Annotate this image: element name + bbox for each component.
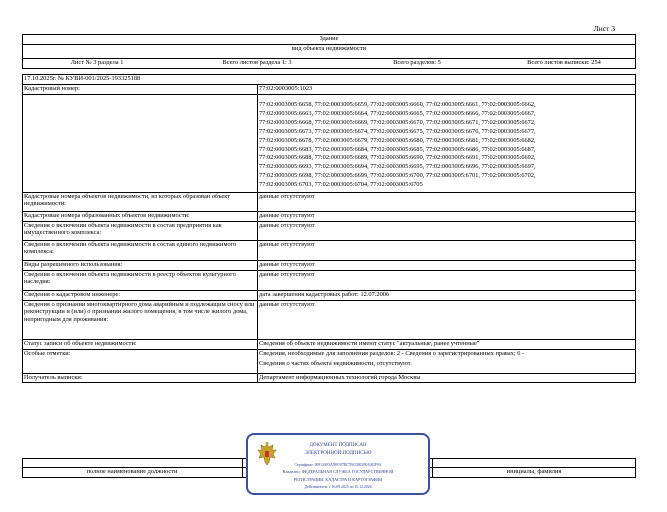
document-subtitle: вид объекта недвижимости (291, 45, 367, 52)
cadastral-numbers-list (257, 101, 637, 192)
complex-inclusion-value: данные отсутствуют (259, 241, 315, 248)
position-label: полное наименование должности (86, 468, 178, 475)
sheet-number: Лист 3 (593, 24, 615, 33)
cadastral-numbers-line: 77:02:0003005:6678, 77:02:0003005:6679, 77:02:0003005:6680, 77:02:0003005:6681, 77:02:0003005:6682, (259, 136, 536, 144)
special-notes-value-line1: Сведения, необходимые для заполнения разделов: 2 - Сведения о зарегистрированных правах; 6 - (259, 350, 525, 357)
recipient-value: Департамент информационных технологий города Москвы (259, 374, 421, 381)
enterprise-inclusion-value: данные отсутствуют (259, 222, 315, 229)
cadastral-engineer-label: Сведения о кадастровом инженере: (24, 291, 121, 298)
formed-objects-label: Кадастровые номера образованных объектов недвижимости: (24, 212, 190, 219)
extract-date-number: 17.10.2025г. № КУВИ-001/2025-193325188 (24, 75, 141, 82)
stamp-owner-line1: Владелец: ФЕДЕРАЛЬНАЯ СЛУЖБА ГОСУДАРСТВЕННОЙ (282, 469, 394, 474)
special-notes-value-line2: Сведения о частях объекта недвижимости, отсутствуют. (259, 360, 412, 367)
cadastral-numbers-line: 77:02:0003005:6658, 77:02:0003005:6659, 77:02:0003005:6660, 77:02:0003005:6661, 77:02:0003005:6662, (259, 101, 536, 108)
cadastral-engineer-value: дата завершения кадастровых работ: 12.07.2006 (259, 291, 390, 298)
source-objects-label: Кадастровые номера объектов недвижимости, из которых образован объект недвижимости: (24, 193, 231, 208)
enterprise-inclusion-label: Сведения о включении объекта недвижимости в состав предприятия как имущественного комплекса: (24, 222, 222, 237)
stamp-valid: Действителен: с 16.09.2025 по 10.12.2026 (304, 485, 372, 489)
cadastral-numbers-line: 77:02:0003005:6693, 77:02:0003005:6694, 77:02:0003005:6695, 77:02:0003005:6696, 77:02:0003005:6697, (259, 163, 536, 171)
source-objects-value: данные отсутствуют (259, 193, 315, 200)
total-sheets-section: Всего листов раздела 1: 3 (222, 59, 292, 66)
record-status-label: Статус записи об объекте недвижимости: (24, 340, 137, 347)
electronic-signature-stamp (246, 433, 430, 495)
cadastral-number-label: Кадастровый номер: (24, 85, 80, 92)
stamp-owner-line2: РЕГИСТРАЦИИ, КАДАСТРА И КАРТОГРАФИИ (293, 477, 383, 482)
cadastral-numbers-line: 77:02:0003005:6663, 77:02:0003005:6664, 77:02:0003005:6665, 77:02:0003005:6666, 77:02:0003005:6667, (259, 109, 536, 117)
document-title: Здание (319, 35, 339, 42)
cadastral-numbers-line: 77:02:0003005:6668, 77:02:0003005:6669, 77:02:0003005:6670, 77:02:0003005:6671, 77:02:0003005:6672, (259, 118, 536, 126)
stamp-line-1: ДОКУМЕНТ ПОДПИСАН (309, 443, 367, 448)
formed-objects-value: данные отсутствуют (259, 212, 315, 219)
sheet-section: Лист № 3 раздела 1 (70, 59, 124, 66)
cadastral-numbers-line: 77:02:0003005:6703, 77:02:0003005:6704, 77:02:0003005:6705 (259, 181, 423, 189)
record-status-value: Сведения об объекте недвижимости имеют статус "актуальные, ранее учтенные" (259, 340, 480, 347)
emergency-status-label: Сведения о признании многоквартирного дома аварийным и подлежащим сносу или реконструкции и (или) о признании жилого помещения, в том числе жилого дома, непригодным для проживания: (24, 301, 255, 323)
complex-inclusion-label: Сведения о включении объекта недвижимости в состав единого недвижимого комплекса: (24, 241, 237, 256)
permitted-use-value: данные отсутствуют (259, 261, 315, 268)
initials-label: инициалы, фамилия (506, 468, 562, 475)
cadastral-numbers-line: 77:02:0003005:6683, 77:02:0003005:6684, 77:02:0003005:6685, 77:02:0003005:6686, 77:02:0003005:6687, (259, 145, 536, 153)
emergency-status-value: данные отсутствуют (259, 301, 315, 308)
permitted-use-label: Виды разрешенного использования: (24, 261, 123, 268)
special-notes-label: Особые отметки: (24, 350, 71, 357)
cadastral-numbers-line: 77:02:0003005:6698, 77:02:0003005:6699, 77:02:0003005:6700, 77:02:0003005:6701, 77:02:0003005:6702, (259, 172, 536, 180)
cadastral-numbers-line: 77:02:0003005:6688, 77:02:0003005:6689, 77:02:0003005:6690, 77:02:0003005:6691, 77:02:0003005:6692, (259, 154, 536, 162)
total-sheets-extract: Всего листов выписки: 254 (527, 59, 601, 66)
recipient-label: Получатель выписки: (24, 374, 83, 381)
heritage-register-label: Сведения о включении объекта недвижимости в реестр объектов культурного наследия: (24, 271, 236, 286)
heritage-register-value: данные отсутствуют (259, 271, 315, 278)
cadastral-number-value: 77:02:0003005:1023 (259, 85, 313, 92)
stamp-line-2: ЭЛЕКТРОННОЙ ПОДПИСЬЮ (304, 451, 372, 456)
cadastral-numbers-line: 77:02:0003005:6673, 77:02:0003005:6674, 77:02:0003005:6675, 77:02:0003005:6676, 77:02:0003005:6677, (259, 127, 536, 135)
stamp-certificate: Сертификат: 00914AF3A399507BC7E6539020EA002F9A (294, 463, 382, 467)
total-sections: Всего разделов: 5 (393, 59, 441, 66)
